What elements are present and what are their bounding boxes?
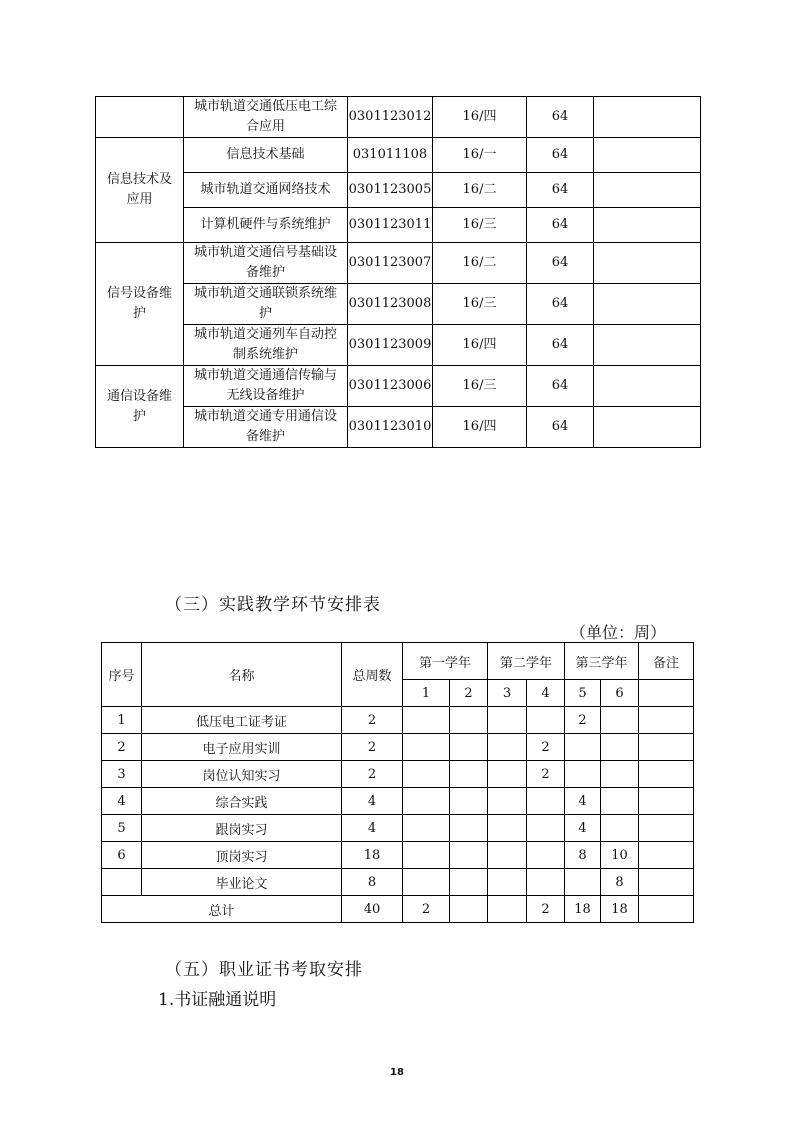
course-credits: 64 <box>527 173 594 208</box>
course-table <box>95 96 701 448</box>
module-name: 通信设备维护 <box>96 366 184 448</box>
row-total: 4 <box>342 788 403 815</box>
course-hours: 16/二 <box>433 243 527 284</box>
remarks-cell <box>639 896 694 923</box>
term-header: 2 <box>450 680 488 707</box>
term-value <box>403 734 450 761</box>
course-credits: 64 <box>527 325 594 366</box>
remarks-cell <box>639 761 694 788</box>
term-value <box>527 842 565 869</box>
term-value: 8 <box>601 869 639 896</box>
course-code: 0301123008 <box>348 284 433 325</box>
section-heading: （五）职业证书考取安排 <box>165 960 363 980</box>
term-value <box>565 734 601 761</box>
course-code: 0301123005 <box>348 173 433 208</box>
term-value <box>450 761 488 788</box>
course-hours: 16/四 <box>433 407 527 448</box>
course-name: 城市轨道交通网络技术 <box>184 173 348 208</box>
row-name: 电子应用实训 <box>142 734 342 761</box>
total-row <box>102 896 694 923</box>
term-value: 18 <box>601 896 639 923</box>
term-value: 4 <box>565 788 601 815</box>
course-code: 031011108 <box>348 138 433 173</box>
row-name: 跟岗实习 <box>142 815 342 842</box>
table-row <box>102 761 694 788</box>
remarks-cell <box>639 707 694 734</box>
term-value <box>601 815 639 842</box>
row-seq: 6 <box>102 842 142 869</box>
term-value <box>601 761 639 788</box>
term-value <box>527 788 565 815</box>
term-value <box>450 869 488 896</box>
course-credits: 64 <box>527 366 594 407</box>
row-seq: 2 <box>102 734 142 761</box>
remarks-cell <box>639 734 694 761</box>
term-value <box>488 734 527 761</box>
term-value <box>601 734 639 761</box>
row-seq: 1 <box>102 707 142 734</box>
term-value <box>450 896 488 923</box>
header-year1: 第一学年 <box>403 643 488 680</box>
course-credits: 64 <box>527 208 594 243</box>
term-value <box>601 788 639 815</box>
table-row <box>96 284 701 325</box>
course-hours: 16/四 <box>433 325 527 366</box>
page-number: 18 <box>390 1067 404 1078</box>
course-name: 城市轨道交通列车自动控制系统维护 <box>184 325 348 366</box>
term-value: 4 <box>565 815 601 842</box>
row-total: 2 <box>342 734 403 761</box>
section-heading: （三）实践教学环节安排表 <box>165 595 381 615</box>
header-year2: 第二学年 <box>488 643 565 680</box>
course-code: 0301123012 <box>348 97 433 138</box>
term-value: 2 <box>527 896 565 923</box>
course-note <box>594 138 701 173</box>
remarks-cell <box>639 869 694 896</box>
module-name: 信息技术及应用 <box>96 138 184 243</box>
table-row <box>102 869 694 896</box>
term-header: 3 <box>488 680 527 707</box>
term-value <box>403 842 450 869</box>
term-value <box>565 869 601 896</box>
term-value <box>450 815 488 842</box>
term-value: 18 <box>565 896 601 923</box>
row-name: 顶岗实习 <box>142 842 342 869</box>
table-row <box>96 173 701 208</box>
course-hours: 16/三 <box>433 366 527 407</box>
term-value: 2 <box>527 734 565 761</box>
unit-label: （单位：周） <box>570 623 667 642</box>
course-credits: 64 <box>527 97 594 138</box>
row-seq <box>102 869 142 896</box>
table-row <box>102 842 694 869</box>
term-value: 10 <box>601 842 639 869</box>
course-name: 信息技术基础 <box>184 138 348 173</box>
course-note <box>594 173 701 208</box>
term-value <box>488 869 527 896</box>
term-value <box>403 788 450 815</box>
term-header: 6 <box>601 680 639 707</box>
course-name: 计算机硬件与系统维护 <box>184 208 348 243</box>
header-year3: 第三学年 <box>565 643 639 680</box>
remarks-cell <box>639 788 694 815</box>
course-note <box>594 366 701 407</box>
term-value: 2 <box>527 761 565 788</box>
module-cell <box>96 97 184 138</box>
term-value <box>403 815 450 842</box>
course-credits: 64 <box>527 407 594 448</box>
table-row <box>96 407 701 448</box>
course-code: 0301123010 <box>348 407 433 448</box>
course-hours: 16/三 <box>433 208 527 243</box>
row-total: 8 <box>342 869 403 896</box>
course-code: 0301123007 <box>348 243 433 284</box>
remarks-cell <box>639 842 694 869</box>
row-name: 低压电工证考证 <box>142 707 342 734</box>
row-name: 综合实践 <box>142 788 342 815</box>
term-value <box>488 707 527 734</box>
term-value: 8 <box>565 842 601 869</box>
course-hours: 16/一 <box>433 138 527 173</box>
course-note <box>594 407 701 448</box>
term-value <box>488 761 527 788</box>
header-total-weeks: 总周数 <box>342 643 403 707</box>
term-value <box>450 707 488 734</box>
table-row <box>96 325 701 366</box>
term-value: 2 <box>403 896 450 923</box>
term-value <box>488 788 527 815</box>
term-header: 4 <box>527 680 565 707</box>
total-label: 总计 <box>102 896 342 923</box>
row-name: 毕业论文 <box>142 869 342 896</box>
course-name: 城市轨道交通通信传输与无线设备维护 <box>184 366 348 407</box>
remarks-cell <box>639 680 694 707</box>
row-total: 18 <box>342 842 403 869</box>
course-hours: 16/四 <box>433 97 527 138</box>
course-code: 0301123011 <box>348 208 433 243</box>
table-row <box>102 734 694 761</box>
course-note <box>594 97 701 138</box>
row-seq: 4 <box>102 788 142 815</box>
course-note <box>594 284 701 325</box>
term-value <box>450 734 488 761</box>
row-name: 岗位认知实习 <box>142 761 342 788</box>
course-code: 0301123009 <box>348 325 433 366</box>
row-seq: 3 <box>102 761 142 788</box>
table-row <box>102 788 694 815</box>
table-row <box>102 815 694 842</box>
course-credits: 64 <box>527 284 594 325</box>
header-remarks: 备注 <box>639 643 694 680</box>
row-total: 4 <box>342 815 403 842</box>
table-row <box>96 97 701 138</box>
term-value <box>403 707 450 734</box>
term-header: 1 <box>403 680 450 707</box>
header-name: 名称 <box>142 643 342 707</box>
remarks-cell <box>639 815 694 842</box>
total-weeks: 40 <box>342 896 403 923</box>
term-value <box>565 761 601 788</box>
course-name: 城市轨道交通信号基础设备维护 <box>184 243 348 284</box>
course-name: 城市轨道交通低压电工综合应用 <box>184 97 348 138</box>
table-row <box>96 208 701 243</box>
term-value <box>527 869 565 896</box>
module-name: 信号设备维护 <box>96 243 184 366</box>
course-note <box>594 243 701 284</box>
course-note <box>594 325 701 366</box>
header-row <box>102 643 694 680</box>
term-value <box>488 896 527 923</box>
subsection-heading: 1.书证融通说明 <box>158 990 277 1010</box>
table-row <box>96 138 701 173</box>
row-seq: 5 <box>102 815 142 842</box>
term-value <box>527 815 565 842</box>
term-value <box>601 707 639 734</box>
term-value <box>488 842 527 869</box>
table-row <box>102 707 694 734</box>
term-value: 2 <box>565 707 601 734</box>
course-code: 0301123006 <box>348 366 433 407</box>
term-value <box>403 761 450 788</box>
term-value <box>488 815 527 842</box>
course-name: 城市轨道交通联锁系统维护 <box>184 284 348 325</box>
header-seq: 序号 <box>102 643 142 707</box>
term-value <box>450 788 488 815</box>
practice-table <box>101 642 694 923</box>
course-note <box>594 208 701 243</box>
course-hours: 16/二 <box>433 173 527 208</box>
term-value <box>527 707 565 734</box>
table-row <box>96 243 701 284</box>
course-credits: 64 <box>527 138 594 173</box>
term-header: 5 <box>565 680 601 707</box>
term-value <box>450 842 488 869</box>
term-value <box>403 869 450 896</box>
course-name: 城市轨道交通专用通信设备维护 <box>184 407 348 448</box>
course-hours: 16/三 <box>433 284 527 325</box>
row-total: 2 <box>342 761 403 788</box>
table-row <box>96 366 701 407</box>
row-total: 2 <box>342 707 403 734</box>
course-credits: 64 <box>527 243 594 284</box>
